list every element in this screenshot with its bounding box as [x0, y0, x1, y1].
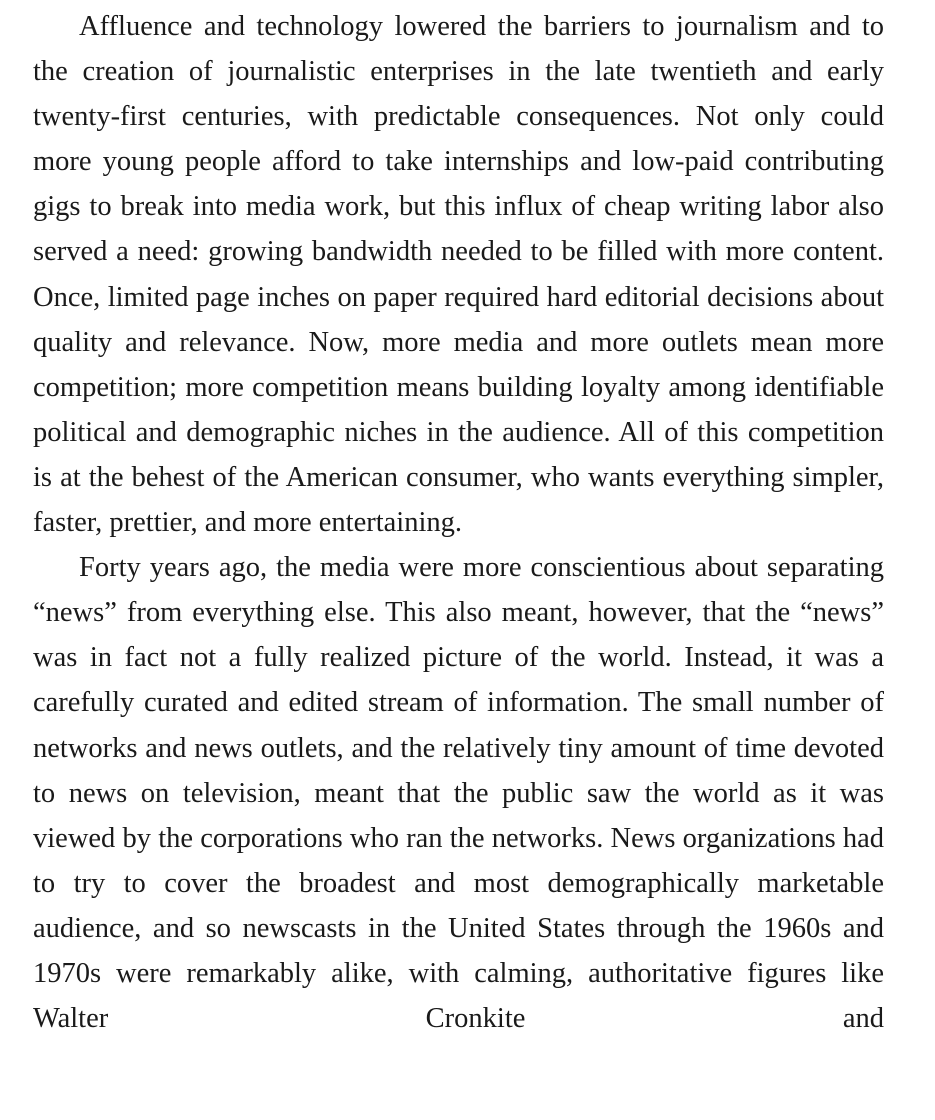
- body-paragraph-2: Forty years ago, the media were more conscientious about separating “news” from everything else. This also meant, however, that the “news” was in fact not a fully realized picture of the world. Instead, it was a carefully curated and edited stream of information. The small number of networks and news outlets, and the relatively tiny amount of time devoted to news on television, meant that the public saw the world as it was viewed by the corporations who ran the networks. News organizations had to try to cover the broadest and most demographically marketable audience, and so newscasts in the United States through the 1960s and 1970s were remarkably alike, with calming, authoritative figures like Walter Cronkite and: [33, 552, 884, 1035]
- body-paragraph-1: Affluence and technology lowered the barriers to journalism and to the creation of journalistic enterprises in the late twentieth and early twenty-first centuries, with predictable consequences. Not only could more young people afford to take internships and low-paid contributing gigs to break into media work, but this influx of cheap writing labor also served a need: growing bandwidth needed to be filled with more content. Once, limited page inches on paper required hard editorial decisions about quality and relevance. Now, more media and more outlets mean more competition; more competition means building loyalty among identifiable political and demographic niches in the audience. All of this competition is at the behest of the American consumer, who wants everything simpler, faster, prettier, and more entertaining.: [33, 11, 884, 539]
